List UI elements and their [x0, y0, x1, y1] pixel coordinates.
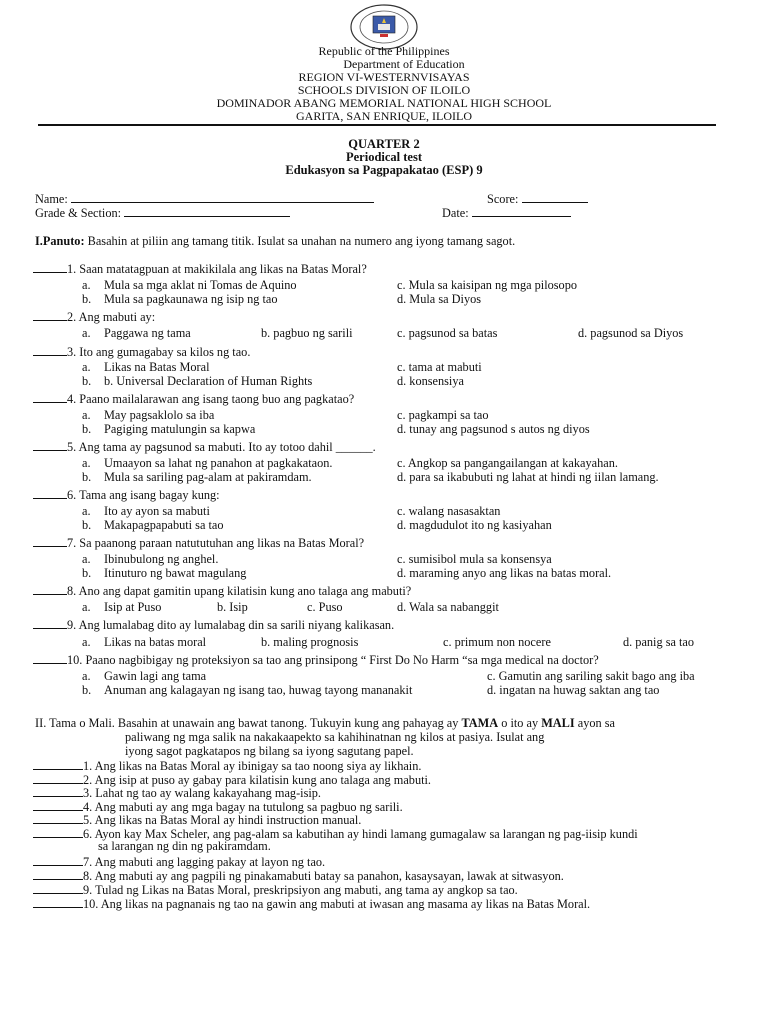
answer-blank[interactable]: [33, 652, 67, 664]
tf-item-7: 7. Ang mabuti ang lagging pakay at layon ng tao.: [33, 854, 325, 870]
answer-blank[interactable]: [33, 882, 83, 894]
choice-8a[interactable]: a. Isip at Puso: [82, 600, 162, 614]
choice-1a[interactable]: a. Mula sa mga aklat ni Tomas de Aquino: [82, 278, 297, 292]
answer-blank[interactable]: [33, 896, 83, 908]
header-division: SCHOOLS DIVISION OF ILOILO: [297, 83, 471, 97]
tf-item-8: 8. Ang mabuti ay ang pagpili ng pinakamabuti batay sa panahon, kasaysayan, lawak at sitwasyon.: [33, 868, 564, 884]
choice-7c[interactable]: c. sumisibol mula sa konsensya: [397, 552, 552, 566]
choice-1d[interactable]: d. Mula sa Diyos: [397, 292, 482, 306]
choice-10b[interactable]: b. Anuman ang kalagayan ng isang tao, huwag tayong mananakit: [82, 683, 413, 697]
answer-blank[interactable]: [33, 799, 83, 811]
answer-blank[interactable]: [33, 535, 67, 547]
answer-blank[interactable]: [33, 344, 67, 356]
grade-blank[interactable]: [124, 205, 290, 217]
part1-instruction: Basahin at piliin ang tamang titik. Isulat sa unahan na numero ang iyong tamang sagot.: [87, 234, 516, 248]
question-1: 1. Saan matatagpuan at makikilala ang likas na Batas Moral?: [33, 261, 367, 276]
tf-item-5: 5. Ang likas na Batas Moral ay hindi instruction manual.: [33, 812, 361, 828]
choice-1b[interactable]: b. Mula sa pagkaunawa ng isip ng tao: [82, 292, 278, 306]
question-7: 7. Sa paanong paraan natututuhan ang likas na Batas Moral?: [33, 535, 364, 550]
answer-blank[interactable]: [33, 309, 67, 321]
choice-6d[interactable]: d. magdudulot ito ng kasiyahan: [397, 518, 552, 532]
choice-10d[interactable]: d. ingatan na huwag saktan ang tao: [487, 683, 660, 697]
header-school: DOMINADOR ABANG MEMORIAL NATIONAL HIGH SCHOOL: [216, 96, 552, 110]
name-field[interactable]: [35, 191, 374, 206]
date-field[interactable]: [442, 205, 571, 220]
choice-4d[interactable]: d. tunay ang pagsunod s autos ng diyos: [397, 422, 590, 436]
choice-5c[interactable]: c. Angkop sa pangangailangan at kakayahan.: [397, 456, 618, 470]
choice-9a[interactable]: a. Likas na batas moral: [82, 635, 207, 649]
choice-4c[interactable]: c. pagkampi sa tao: [397, 408, 489, 422]
choice-10a[interactable]: a. Gawin lagi ang tama: [82, 669, 207, 683]
part2-instruction-line1: II. Tama o Mali. Basahin at unawain ang bawat tanong. Tukuyin kung ang pahayag ay TAMA o ito ay MALI ayon sa: [35, 716, 615, 730]
choice-8c[interactable]: c. Puso: [307, 600, 343, 614]
grade-label: Grade & Section:: [35, 206, 122, 220]
choice-9c[interactable]: c. primum non nocere: [443, 635, 551, 649]
question-2: 2. Ang mabuti ay:: [33, 309, 155, 324]
part2-instruction-line2: paliwang ng mga salik na nakakaapekto sa kahihinatnan ng kilos at pasiya. Isulat ang: [125, 730, 545, 744]
answer-blank[interactable]: [33, 583, 67, 595]
test-title: Periodical test: [345, 150, 422, 164]
question-5: 5. Ang tama ay pagsunod sa mabuti. Ito ay totoo dahil ______.: [33, 439, 376, 454]
answer-blank[interactable]: [33, 758, 83, 770]
tf-item-3: 3. Lahat ng tao ay walang kakayahang mag-isip.: [33, 785, 321, 801]
answer-blank[interactable]: [33, 439, 67, 451]
choice-2c[interactable]: c. pagsunod sa batas: [397, 326, 498, 340]
question-9: 9. Ang lumalabag dito ay lumalabag din sa sarili niyang kalikasan.: [33, 617, 394, 632]
choice-5d[interactable]: d. para sa ikabubuti ng lahat at hindi ng iilan lamang.: [397, 470, 659, 484]
choice-5b[interactable]: b. Mula sa sariling pag-alam at pakiramdam.: [82, 470, 312, 484]
choice-1c[interactable]: c. Mula sa kaisipan ng mga pilosopo: [397, 278, 577, 292]
answer-blank[interactable]: [33, 261, 67, 273]
date-label: Date:: [442, 206, 469, 220]
header-divider: [38, 124, 716, 126]
choice-4a[interactable]: a. May pagsaklolo sa iba: [82, 408, 215, 422]
choice-3c[interactable]: c. tama at mabuti: [397, 360, 482, 374]
quarter-title: QUARTER 2: [348, 137, 420, 151]
score-label: Score:: [487, 192, 519, 206]
question-4: 4. Paano mailalarawan ang isang taong buo ang pagkatao?: [33, 391, 354, 406]
header-republic: Republic of the Philippines: [318, 44, 450, 58]
part1-instructions: [35, 234, 515, 248]
tf-item-9: 9. Tulad ng Likas na Batas Moral, preskripsiyon ang mabuti, ang tama ay angkop sa tao.: [33, 882, 518, 898]
date-blank[interactable]: [472, 205, 571, 217]
tf-item-6: 6. Ayon kay Max Scheler, ang pag-alam sa kabutihan ay hindi lamang gumagalaw sa larangan ng pag-iisip kundi: [33, 826, 638, 842]
answer-blank[interactable]: [33, 785, 83, 797]
tf-item-10: 10. Ang likas na pagnanais ng tao na gawin ang mabuti at iwasan ang masama ay likas na Batas Moral.: [33, 896, 590, 912]
choice-3b[interactable]: b. b. Universal Declaration of Human Rights: [82, 374, 313, 388]
tf-item-2: 2. Ang isip at puso ay gabay para kilatisin kung ano talaga ang mabuti.: [33, 772, 431, 788]
tf-item-1: 1. Ang likas na Batas Moral ay ibinigay sa tao noong siya ay likhain.: [33, 758, 421, 774]
header-department: Department of Education: [343, 57, 465, 71]
choice-6a[interactable]: a. Ito ay ayon sa mabuti: [82, 504, 210, 518]
part2-instruction-line3: iyong sagot pagkatapos ng bilang sa iyong sagutang papel.: [125, 744, 414, 758]
question-3: 3. Ito ang gumagabay sa kilos ng tao.: [33, 344, 250, 359]
question-6: 6. Tama ang isang bagay kung:: [33, 487, 220, 502]
choice-10c[interactable]: c. Gamutin ang sariling sakit bago ang iba: [487, 669, 695, 683]
mali-label: MALI: [541, 716, 575, 730]
choice-7a[interactable]: a. Ibinubulong ng anghel.: [82, 552, 219, 566]
name-blank[interactable]: [71, 191, 374, 203]
choice-9b[interactable]: b. maling prognosis: [261, 635, 359, 649]
choice-9d[interactable]: d. panig sa tao: [623, 635, 695, 649]
choice-7d[interactable]: d. maraming anyo ang likas na batas moral.: [397, 566, 612, 580]
answer-blank[interactable]: [33, 487, 67, 499]
tf-item-4: 4. Ang mabuti ay ang mga bagay na tutulong sa pagbuo ng sarili.: [33, 799, 403, 815]
score-blank[interactable]: [522, 191, 588, 203]
choice-2d[interactable]: d. pagsunod sa Diyos: [578, 326, 684, 340]
answer-blank[interactable]: [33, 868, 83, 880]
answer-blank[interactable]: [33, 617, 67, 629]
answer-blank[interactable]: [33, 826, 83, 838]
answer-blank[interactable]: [33, 391, 67, 403]
tf-item-6-cont: sa larangan ng din ng pakiramdam.: [98, 839, 271, 853]
choice-8d[interactable]: d. Wala sa nabanggit: [397, 600, 499, 614]
score-field[interactable]: [487, 191, 588, 206]
choice-7b[interactable]: b. Itinuturo ng bawat magulang: [82, 566, 247, 580]
choice-3a[interactable]: a. Likas na Batas Moral: [82, 360, 210, 374]
answer-blank[interactable]: [33, 854, 83, 866]
grade-field[interactable]: [35, 205, 290, 220]
choice-6b[interactable]: b. Makapagpapabuti sa tao: [82, 518, 224, 532]
header-region: REGION VI-WESTERNVISAYAS: [298, 70, 470, 84]
choice-6c[interactable]: c. walang nasasaktan: [397, 504, 501, 518]
answer-blank[interactable]: [33, 772, 83, 784]
choice-4b[interactable]: b. Pagiging matulungin sa kapwa: [82, 422, 256, 436]
choice-2a[interactable]: a. Paggawa ng tama: [82, 326, 191, 340]
part1-label: I.Panuto:: [35, 234, 85, 248]
tama-label: TAMA: [461, 716, 499, 730]
subject-title: Edukasyon sa Pagpapakatao (ESP) 9: [285, 163, 483, 177]
question-10: 10. Paano nagbibigay ng proteksiyon sa tao ang prinsipong “ First Do No Harm “sa mga medical na doctor?: [33, 652, 599, 667]
choice-3d[interactable]: d. konsensiya: [397, 374, 464, 388]
choice-8b[interactable]: b. Isip: [217, 600, 248, 614]
question-8: 8. Ano ang dapat gamitin upang kilatisin kung ano talaga ang mabuti?: [33, 583, 411, 598]
choice-2b[interactable]: b. pagbuo ng sarili: [261, 326, 353, 340]
name-label: Name:: [35, 192, 68, 206]
header-address: GARITA, SAN ENRIQUE, ILOILO: [295, 109, 472, 123]
choice-5a[interactable]: a. Umaayon sa lahat ng panahon at pagkakataon.: [82, 456, 333, 470]
answer-blank[interactable]: [33, 812, 83, 824]
